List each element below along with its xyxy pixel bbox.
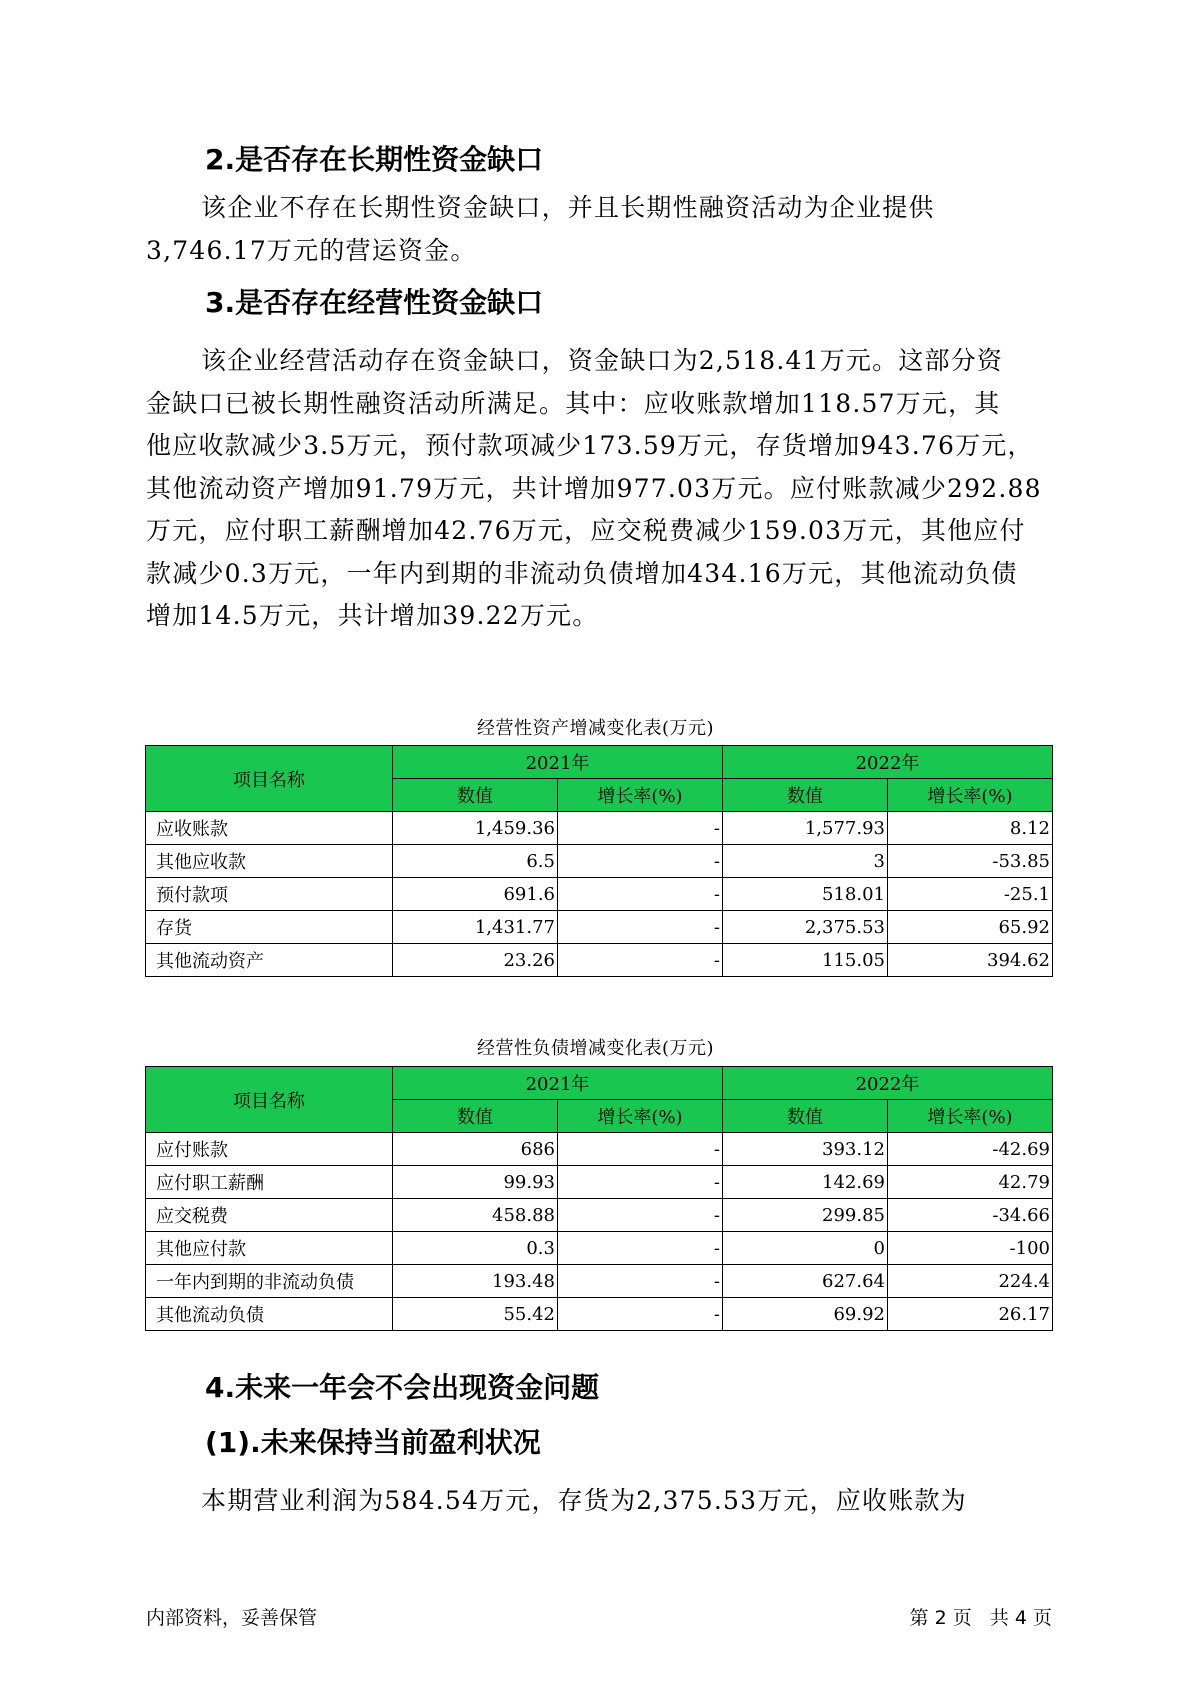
table-row (146, 1133, 1053, 1166)
row-name: 存货 (146, 911, 393, 944)
cell-rate-2022: -25.1 (888, 878, 1053, 911)
table-row (146, 812, 1053, 845)
cell-rate-2021: - (558, 1166, 723, 1199)
cell-value-2022: 2,375.53 (723, 911, 888, 944)
paragraph-line: 本期营业利润为584.54万元，存货为2,375.53万元，应收账款为 (201, 1486, 967, 1515)
footer-page-number: 第 2 页 共 4 页 (909, 1607, 1052, 1629)
section-2-heading: 2.是否存在长期性资金缺口 (205, 143, 544, 176)
cell-value-2022: 1,577.93 (723, 812, 888, 845)
cell-value-2021: 193.48 (393, 1265, 558, 1298)
cell-value-2022: 393.12 (723, 1133, 888, 1166)
header-growth-rate: 增长率(%) (558, 779, 723, 812)
cell-value-2022: 627.64 (723, 1265, 888, 1298)
cell-rate-2021: - (558, 1232, 723, 1265)
cell-value-2021: 55.42 (393, 1298, 558, 1331)
header-item-name: 项目名称 (146, 746, 393, 812)
cell-rate-2021: - (558, 911, 723, 944)
cell-rate-2022: -53.85 (888, 845, 1053, 878)
cell-rate-2021: - (558, 944, 723, 977)
cell-rate-2022: 8.12 (888, 812, 1053, 845)
row-name: 其他流动负债 (146, 1298, 393, 1331)
table-1-caption: 经营性资产增减变化表(万元) (476, 718, 715, 739)
row-name: 一年内到期的非流动负债 (146, 1265, 393, 1298)
cell-value-2021: 691.6 (393, 878, 558, 911)
cell-value-2022: 115.05 (723, 944, 888, 977)
row-name: 预付款项 (146, 878, 393, 911)
paragraph-line: 其他流动资产增加91.79万元，共计增加977.03万元。应付账款减少292.88 (146, 473, 1042, 503)
row-name: 应交税费 (146, 1199, 393, 1232)
section-4-sub-heading: (1).未来保持当前盈利状况 (205, 1426, 541, 1459)
header-item-name: 项目名称 (146, 1067, 393, 1133)
header-year-2021: 2021年 (393, 746, 723, 779)
cell-rate-2021: - (558, 878, 723, 911)
cell-value-2021: 686 (393, 1133, 558, 1166)
header-year-2022: 2022年 (723, 1067, 1053, 1100)
paragraph-line: 增加14.5万元，共计增加39.22万元。 (146, 601, 599, 630)
cell-rate-2021: - (558, 812, 723, 845)
table-row (146, 944, 1053, 977)
table-row (146, 845, 1053, 878)
cell-value-2022: 0 (723, 1232, 888, 1265)
cell-rate-2022: -100 (888, 1232, 1053, 1265)
header-growth-rate: 增长率(%) (888, 1100, 1053, 1133)
cell-value-2021: 1,459.36 (393, 812, 558, 845)
section-3-paragraph (146, 340, 1056, 638)
section-3-heading: 3.是否存在经营性资金缺口 (205, 286, 544, 319)
cell-value-2022: 518.01 (723, 878, 888, 911)
row-name: 应付职工薪酬 (146, 1166, 393, 1199)
table-header-row (146, 1067, 1053, 1100)
cell-value-2022: 142.69 (723, 1166, 888, 1199)
cell-value-2021: 1,431.77 (393, 911, 558, 944)
section-4-heading: 4.未来一年会不会出现资金问题 (205, 1371, 600, 1404)
section-2-paragraph (146, 187, 1056, 272)
cell-rate-2022: -42.69 (888, 1133, 1053, 1166)
row-name: 应付账款 (146, 1133, 393, 1166)
paragraph-line: 3,746.17万元的营运资金。 (146, 235, 477, 265)
header-value: 数值 (723, 779, 888, 812)
cell-rate-2022: 26.17 (888, 1298, 1053, 1331)
table-row (146, 1265, 1053, 1298)
table-row (146, 1199, 1053, 1232)
cell-rate-2022: -34.66 (888, 1199, 1053, 1232)
cell-rate-2022: 224.4 (888, 1265, 1053, 1298)
cell-value-2022: 3 (723, 845, 888, 878)
operating-assets-table (145, 745, 1053, 977)
table-row (146, 1166, 1053, 1199)
cell-value-2021: 6.5 (393, 845, 558, 878)
operating-liabilities-table (145, 1066, 1053, 1331)
table-row (146, 1232, 1053, 1265)
paragraph-line: 该企业不存在长期性资金缺口，并且长期性融资活动为企业提供 (201, 193, 935, 222)
footer-confidential-note: 内部资料，妥善保管 (146, 1607, 318, 1629)
cell-rate-2022: 65.92 (888, 911, 1053, 944)
row-name: 其他应付款 (146, 1232, 393, 1265)
table-row (146, 911, 1053, 944)
header-year-2022: 2022年 (723, 746, 1053, 779)
cell-value-2021: 99.93 (393, 1166, 558, 1199)
cell-rate-2021: - (558, 1265, 723, 1298)
cell-rate-2021: - (558, 1199, 723, 1232)
header-value: 数值 (393, 1100, 558, 1133)
cell-rate-2021: - (558, 1133, 723, 1166)
header-value: 数值 (723, 1100, 888, 1133)
table-row (146, 1298, 1053, 1331)
header-year-2021: 2021年 (393, 1067, 723, 1100)
cell-value-2022: 299.85 (723, 1199, 888, 1232)
table-header-row (146, 746, 1053, 779)
cell-rate-2022: 394.62 (888, 944, 1053, 977)
cell-value-2022: 69.92 (723, 1298, 888, 1331)
paragraph-line: 万元，应付职工薪酬增加42.76万元，应交税费减少159.03万元，其他应付 (146, 516, 1026, 545)
paragraph-line: 该企业经营活动存在资金缺口，资金缺口为2,518.41万元。这部分资 (201, 346, 1004, 375)
section-4-paragraph (146, 1480, 1056, 1523)
cell-value-2021: 458.88 (393, 1199, 558, 1232)
paragraph-line: 金缺口已被长期性融资活动所满足。其中：应收账款增加118.57万元，其 (146, 388, 1001, 418)
table-row (146, 878, 1053, 911)
paragraph-line: 他应收款减少3.5万元，预付款项减少173.59万元，存货增加943.76万元， (146, 431, 1034, 460)
cell-value-2021: 0.3 (393, 1232, 558, 1265)
paragraph-line: 款减少0.3万元，一年内到期的非流动负债增加434.16万元，其他流动负债 (146, 558, 1018, 588)
header-growth-rate: 增长率(%) (558, 1100, 723, 1133)
cell-rate-2021: - (558, 845, 723, 878)
row-name: 应收账款 (146, 812, 393, 845)
cell-rate-2022: 42.79 (888, 1166, 1053, 1199)
row-name: 其他流动资产 (146, 944, 393, 977)
header-value: 数值 (393, 779, 558, 812)
row-name: 其他应收款 (146, 845, 393, 878)
table-2-caption: 经营性负债增减变化表(万元) (476, 1038, 715, 1059)
cell-rate-2021: - (558, 1298, 723, 1331)
header-growth-rate: 增长率(%) (888, 779, 1053, 812)
cell-value-2021: 23.26 (393, 944, 558, 977)
